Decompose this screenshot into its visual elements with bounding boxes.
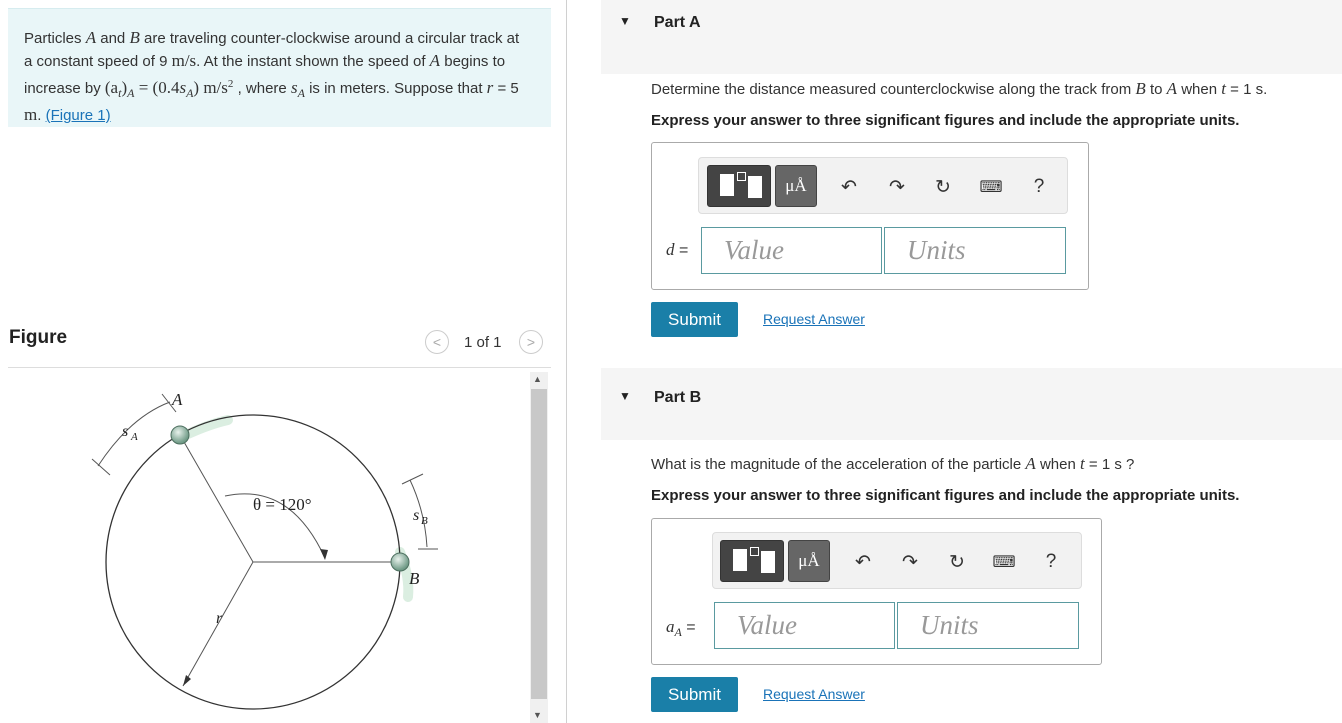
part-a-units-input[interactable]: Units xyxy=(884,227,1066,274)
part-b-units-button[interactable]: μÅ xyxy=(788,540,830,582)
keyboard-icon[interactable]: ⌨ xyxy=(979,179,1003,196)
particle-b xyxy=(391,553,409,571)
label-b: B xyxy=(409,569,420,588)
part-a-units-button[interactable]: μÅ xyxy=(775,165,817,207)
part-b-template-button[interactable] xyxy=(720,540,784,582)
part-b-question: What is the magnitude of the acceleration of the particle A when t = 1 s ? xyxy=(651,454,1135,473)
problem-statement: Particles A and B are traveling counter-clockwise around a circular track at a constant speed of 9 m/s. At the instant shown the speed of A begins to increase by $(a_t)_A = (0.4s_A)$ $m/s^2$ , where $s_A$ is in meters. Suppose that r = 5 m. (Figure 1) xyxy=(24,28,520,124)
part-b-instruction: Express your answer to three significant figures and include the appropriate units. xyxy=(651,487,1240,504)
redo-icon[interactable]: ↷ xyxy=(902,551,918,573)
scroll-down-icon[interactable]: ▼ xyxy=(533,710,542,720)
part-b-title[interactable]: Part B xyxy=(654,389,702,406)
reset-icon[interactable]: ↻ xyxy=(949,551,965,573)
undo-icon[interactable]: ↶ xyxy=(855,551,871,573)
particle-a xyxy=(171,426,189,444)
help-icon[interactable]: ? xyxy=(1033,176,1045,197)
help-icon[interactable]: ? xyxy=(1045,551,1057,572)
part-b-variable-label: $a_A$ = xyxy=(666,617,696,640)
part-a-instruction: Express your answer to three significant figures and include the appropriate units. xyxy=(651,112,1240,129)
fraction-bar-icon xyxy=(761,551,775,573)
figure-heading: Figure xyxy=(9,327,68,348)
part-b-header[interactable] xyxy=(601,368,1342,440)
part-b-submit-button[interactable]: Submit xyxy=(651,677,738,712)
fraction-bar-icon xyxy=(748,176,762,198)
radius-to-a xyxy=(180,435,253,562)
next-figure-button[interactable] xyxy=(519,330,543,354)
label-sb: s xyxy=(413,507,420,524)
figure-link[interactable]: (Figure 1) xyxy=(45,107,111,124)
part-b-request-answer-link[interactable]: Request Answer xyxy=(763,686,865,702)
part-a-variable-label: d = xyxy=(666,240,689,259)
fraction-template-icon xyxy=(733,549,747,571)
label-theta: θ = 120° xyxy=(253,495,312,514)
radius-arrowhead xyxy=(183,675,191,686)
figure-divider xyxy=(8,367,551,368)
fraction-box-icon xyxy=(737,172,746,181)
sb-tick-1 xyxy=(402,474,423,484)
part-b-value-input[interactable]: Value xyxy=(714,602,895,649)
redo-icon[interactable]: ↷ xyxy=(889,176,905,198)
collapse-part-a-icon[interactable]: ▼ xyxy=(619,14,631,28)
label-r: r xyxy=(216,610,223,627)
collapse-part-b-icon[interactable]: ▼ xyxy=(619,389,631,403)
label-sa-sub: A xyxy=(131,431,138,443)
keyboard-icon[interactable]: ⌨ xyxy=(992,554,1016,571)
part-a-request-answer-link[interactable]: Request Answer xyxy=(763,311,865,327)
previous-figure-button[interactable] xyxy=(425,330,449,354)
label-a: A xyxy=(172,390,183,409)
part-a-template-button[interactable] xyxy=(707,165,771,207)
part-a-header[interactable] xyxy=(601,0,1342,74)
column-divider xyxy=(566,0,567,723)
fraction-template-icon xyxy=(720,174,734,196)
undo-icon[interactable]: ↶ xyxy=(841,176,857,198)
part-a-title[interactable]: Part A xyxy=(654,14,701,31)
fraction-box-icon xyxy=(750,547,759,556)
chevron-right-icon: > xyxy=(526,334,536,350)
chevron-left-icon: < xyxy=(432,334,442,350)
figure-counter: 1 of 1 xyxy=(464,334,502,351)
figure-diagram xyxy=(80,372,530,723)
label-sa: s xyxy=(122,423,129,440)
part-a-value-input[interactable]: Value xyxy=(701,227,882,274)
reset-icon[interactable]: ↻ xyxy=(935,176,951,198)
figure-scrollbar-thumb[interactable] xyxy=(531,389,547,699)
part-a-submit-button[interactable]: Submit xyxy=(651,302,738,337)
part-b-units-input[interactable]: Units xyxy=(897,602,1079,649)
theta-arrowhead xyxy=(320,549,328,560)
part-a-question: Determine the distance measured counterclockwise along the track from B to A when t = 1 s. xyxy=(651,79,1268,98)
label-sb-sub: B xyxy=(421,515,428,527)
scroll-up-icon[interactable]: ▲ xyxy=(533,374,542,384)
